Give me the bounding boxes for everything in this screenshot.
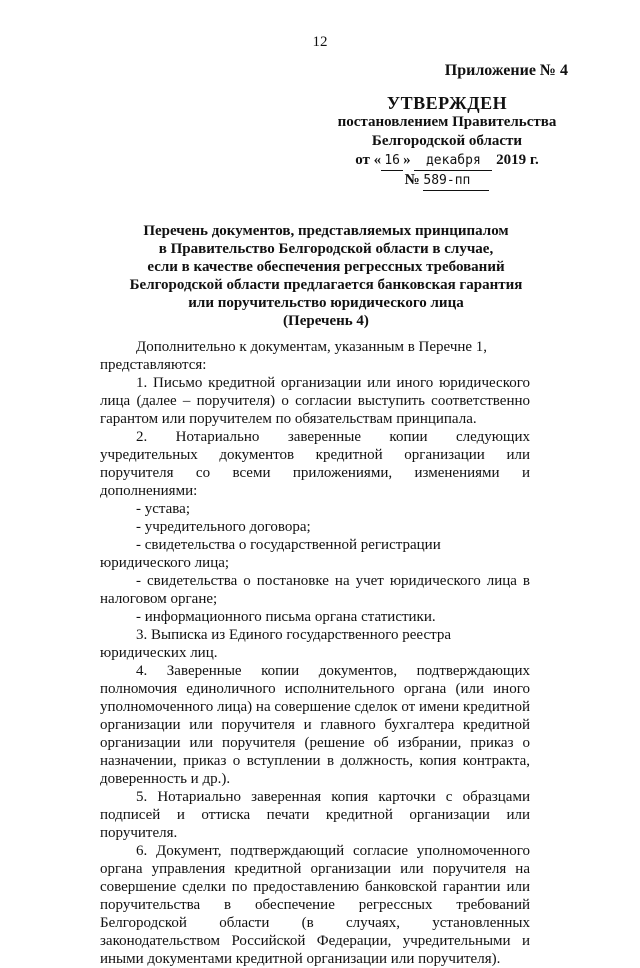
document-title [120, 222, 532, 330]
approved-title: УТВЕРЖДЕН [386, 93, 508, 113]
page-number: 12 [312, 34, 328, 50]
approved-number [332, 171, 562, 191]
item-5: 5. Нотариально заверенная копия карточки с образцами подписей и оттиска печати кредитной организации или поручителя. [100, 789, 530, 841]
item-1: 1. Письмо кредитной организации или иного юридического лица (далее – поручителя) о согласии выступить соответственно гарантом или поручителем по обязательствам принципала. [100, 375, 530, 427]
title-line: если в качестве обеспечения регрессных требований [147, 259, 505, 275]
number-value: 589-пп [423, 171, 489, 191]
approved-line-2: Белгородской области [371, 133, 523, 149]
date-year: 2019 г. [496, 152, 539, 168]
title-line: (Перечень 4) [283, 313, 369, 329]
date-month: декабря [414, 151, 492, 171]
annex-label: Приложение № 4 [444, 62, 568, 79]
date-day: 16 [381, 151, 403, 171]
title-line: или поручительство юридического лица [188, 295, 464, 311]
list-item: - учредительного договора; [136, 519, 311, 535]
list-item: - информационного письма органа статистики. [136, 609, 436, 625]
list-item: - устава; [136, 501, 191, 517]
date-mid: » [403, 152, 411, 168]
date-prefix: от « [355, 152, 382, 168]
item-3: 3. Выписка из Единого государственного реестра юридических лиц. [100, 627, 451, 661]
number-prefix: № [404, 172, 420, 188]
item-2: 2. Нотариально заверенные копии следующих учредительных документов кредитной организации или поручителя со всеми приложениями, изменениями и дополнениями: [100, 429, 530, 499]
title-line: Белгородской области предлагается банковская гарантия [129, 277, 523, 293]
title-line: в Правительство Белгородской области в случае, [158, 241, 494, 257]
approval-block [332, 94, 562, 191]
item-4: 4. Заверенные копии документов, подтверждающих полномочия единоличного исполнительного органа (или иного уполномоченного лица) на совершение сделок от имени кредитной организации или поручителя и главного бухгалтера кредитной организации или поручителя (решение об избрании, приказ о назначении, приказ о вступлении в должность, копия контракта, доверенность и др.). [100, 663, 530, 787]
document-body [100, 338, 530, 968]
title-line: Перечень документов, представляемых принципалом [143, 223, 509, 239]
list-item: - свидетельства о постановке на учет юридического лица в налоговом органе; [100, 573, 530, 607]
approved-line-1: постановлением Правительства [337, 114, 557, 130]
list-item: - свидетельства о государственной регистрации юридического лица; [100, 537, 441, 571]
intro-paragraph: Дополнительно к документам, указанным в Перечне 1, представляются: [100, 339, 488, 373]
approved-date [332, 151, 562, 171]
item-6: 6. Документ, подтверждающий согласие уполномоченного органа управления кредитной организации или поручителя на совершение сделки по предоставлению банковской гарантии или поручительства в обеспечение регрессных требований Белгородской области (в случаях, установленных законодательством Российской Федерации, учредительными и иными документами кредитной организации или поручителя). [100, 843, 530, 967]
